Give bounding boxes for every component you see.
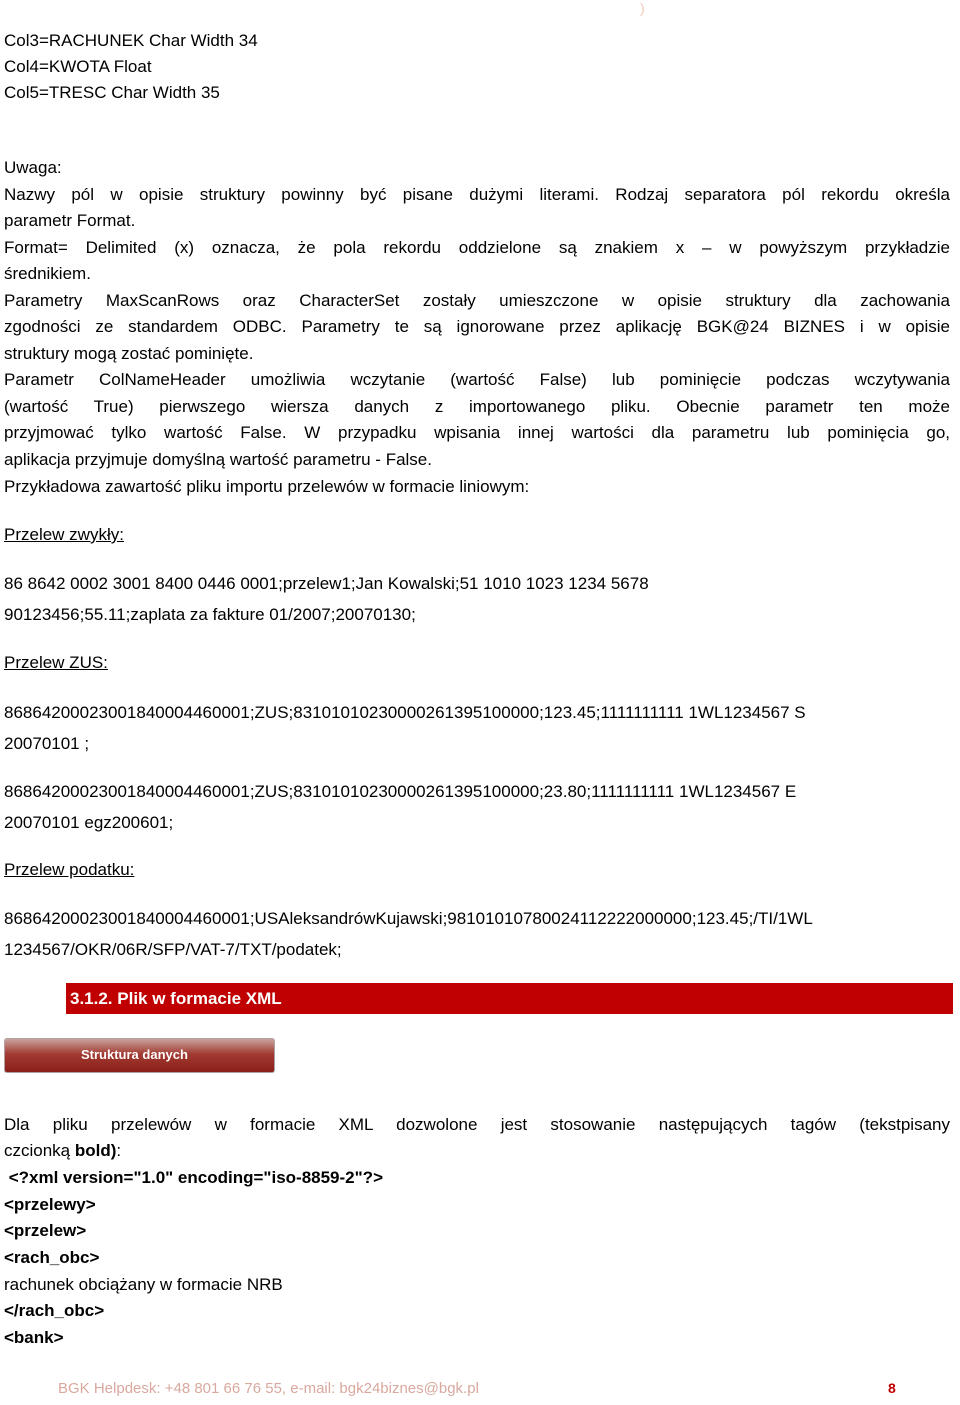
note-line: struktury mogą zostać pominięte.: [4, 344, 254, 363]
example-line: 86 8642 0002 3001 8400 0446 0001;przelew1;Jan Kowalski;51 1010 1023 1234 5678: [4, 574, 649, 593]
example-line: 86864200023001840004460001;USAleksandrówKujawski;98101010780024112222000000;123.45;/TI/1WL: [4, 909, 813, 928]
col-definition: Col3=RACHUNEK Char Width 34: [4, 31, 258, 50]
xml-tag: </rach_obc>: [4, 1301, 105, 1320]
note-line: Nazwy pól w opisie struktury powinny być pisane dużymi literami. Rodzaj separatora pól rekordu określa: [4, 185, 950, 204]
xml-intro-suffix: :: [116, 1141, 122, 1160]
note-line: przyjmować tylko wartość False. W przypadku wpisania innej wartości dla parametru lub pominięcia go,: [4, 423, 950, 442]
xml-intro-bold: bold): [74, 1141, 117, 1160]
xml-intro-line2: [4, 1138, 121, 1164]
footer-helpdesk: BGK Helpdesk: +48 801 66 76 55, e-mail: bgk24biznes@bgk.pl: [58, 1380, 479, 1397]
example-line: 20070101 egz200601;: [4, 813, 174, 832]
note-line: Przykładowa zawartość pliku importu przelewów w formacie liniowym:: [4, 477, 530, 496]
example-title-zus: Przelew ZUS:: [4, 653, 108, 672]
xml-intro-line: Dla pliku przelewów w formacie XML dozwolone jest stosowanie następujących tagów (tekstpisany: [4, 1115, 950, 1134]
xml-tag: <?xml version="1.0" encoding="iso-8859-2"?>: [4, 1168, 383, 1187]
xml-intro-prefix: czcionką: [4, 1141, 75, 1160]
section-heading: 3.1.2. Plik w formacie XML: [70, 989, 282, 1008]
note-line: aplikacja przyjmuje domyślną wartość parametru - False.: [4, 450, 432, 469]
xml-tag: <przelewy>: [4, 1195, 96, 1214]
col-definition: Col5=TRESC Char Width 35: [4, 83, 220, 102]
header-mark: ): [640, 0, 645, 16]
xml-tag-description: rachunek obciążany w formacie NRB: [4, 1275, 283, 1294]
subtitle-button: [4, 1038, 275, 1073]
note-line: parametr Format.: [4, 211, 136, 230]
example-title-podatek: Przelew podatku:: [4, 860, 135, 879]
note-line: Parametry MaxScanRows oraz CharacterSet zostały umieszczone w opisie struktury dla zachowania: [4, 291, 950, 310]
note-line: średnikiem.: [4, 264, 91, 283]
xml-tag: <bank>: [4, 1328, 64, 1347]
note-title: Uwaga:: [4, 158, 62, 177]
example-title-zwykly: Przelew zwykły:: [4, 525, 124, 544]
xml-tag: <przelew>: [4, 1221, 87, 1240]
xml-tag: <rach_obc>: [4, 1248, 100, 1267]
example-line: 1234567/OKR/06R/SFP/VAT-7/TXT/podatek;: [4, 940, 342, 959]
note-line: Parametr ColNameHeader umożliwia wczytanie (wartość False) lub pominięcie podczas wczytywania: [4, 370, 950, 389]
section-heading-bar: [66, 983, 953, 1014]
note-line: Format= Delimited (x) oznacza, że pola rekordu oddzielone są znakiem x – w powyższym przykładzie: [4, 238, 950, 257]
example-line: 86864200023001840004460001;ZUS;83101010230000261395100000;23.80;1111111111 1WL1234567 E: [4, 782, 797, 801]
example-line: 90123456;55.11;zaplata za fakture 01/2007;20070130;: [4, 605, 416, 624]
example-line: 20070101 ;: [4, 734, 90, 753]
col-definition: Col4=KWOTA Float: [4, 57, 152, 76]
page-number: 8: [888, 1380, 896, 1396]
note-line: zgodności ze standardem ODBC. Parametry te są ignorowane przez aplikację BGK@24 BIZNES i w opisie: [4, 317, 950, 336]
subtitle-label: Struktura danych: [81, 1047, 188, 1062]
example-line: 86864200023001840004460001;ZUS;83101010230000261395100000;123.45;1111111111 1WL1234567 S: [4, 703, 806, 722]
note-line: (wartość True) pierwszego wiersza danych z importowanego pliku. Obecnie parametr ten może: [4, 397, 950, 416]
